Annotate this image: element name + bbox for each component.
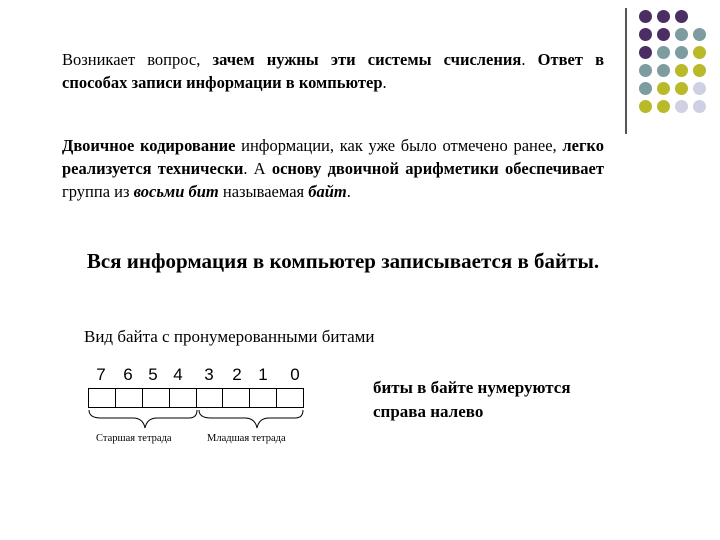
nibble-braces bbox=[85, 408, 310, 436]
decor-dot bbox=[693, 64, 706, 77]
intro-paragraph bbox=[62, 48, 604, 94]
intro-text-5: . bbox=[382, 73, 387, 92]
decor-dot bbox=[675, 46, 688, 59]
bit-number-3: 3 bbox=[204, 365, 214, 384]
binary-text-10: . bbox=[346, 182, 351, 201]
decor-dot bbox=[657, 64, 670, 77]
binary-text-4: . А bbox=[243, 159, 272, 178]
bit-number-1: 1 bbox=[258, 365, 268, 384]
decorative-divider bbox=[625, 8, 627, 134]
binary-text-5: основу двоичной арифметики обеспечивает bbox=[271, 159, 604, 178]
lower-nibble-brace bbox=[199, 410, 303, 428]
bit-cell bbox=[250, 389, 277, 407]
binary-text-6: группа из bbox=[62, 182, 134, 201]
decor-dot bbox=[657, 82, 670, 95]
headline: Вся информация в компьютер записывается в байты. bbox=[86, 249, 600, 273]
binary-text-2: информации, как уже было отмечено ранее, bbox=[235, 136, 563, 155]
byte-cells bbox=[88, 388, 304, 408]
intro-text-4: Ответ в способах записи информации в компьютер bbox=[62, 50, 604, 92]
bit-number-7: 7 bbox=[96, 365, 106, 384]
decor-dot bbox=[657, 10, 670, 23]
decor-dot bbox=[657, 100, 670, 113]
decor-dot bbox=[675, 82, 688, 95]
decor-dot bbox=[675, 64, 688, 77]
bit-number-0: 0 bbox=[290, 365, 300, 384]
byte-caption: Вид байта с пронумерованными битами bbox=[84, 327, 375, 346]
bit-order-note-line1: биты в байте нумеруются bbox=[373, 378, 571, 397]
decor-dot bbox=[675, 28, 688, 41]
decor-dot bbox=[693, 100, 706, 113]
decor-dot bbox=[657, 46, 670, 59]
bit-cell bbox=[223, 389, 250, 407]
binary-text-7: восьми бит bbox=[133, 182, 219, 201]
decor-dot bbox=[639, 28, 652, 41]
decor-dot bbox=[639, 64, 652, 77]
bit-cell bbox=[170, 389, 197, 407]
decor-dot bbox=[657, 28, 670, 41]
upper-nibble-label: Старшая тетрада bbox=[96, 433, 172, 444]
bit-cell bbox=[197, 389, 224, 407]
bit-cell bbox=[116, 389, 143, 407]
upper-nibble-brace bbox=[89, 410, 197, 428]
intro-text-3: . bbox=[521, 50, 538, 69]
bit-number-5: 5 bbox=[148, 365, 158, 384]
bit-number-2: 2 bbox=[232, 365, 242, 384]
binary-text-3: легко реализуется технически bbox=[62, 136, 604, 178]
decor-dot bbox=[639, 100, 652, 113]
bit-cell bbox=[143, 389, 170, 407]
bit-number-6: 6 bbox=[123, 365, 133, 384]
decor-dot bbox=[693, 28, 706, 41]
decor-dot bbox=[639, 82, 652, 95]
decor-dot bbox=[675, 10, 688, 23]
decor-dot bbox=[693, 46, 706, 59]
decor-dot bbox=[639, 10, 652, 23]
binary-text-8: называемая bbox=[218, 182, 309, 201]
binary-text-1: Двоичное кодирование bbox=[62, 136, 236, 155]
bit-cell bbox=[89, 389, 116, 407]
decor-dot bbox=[675, 100, 688, 113]
binary-text-9: байт bbox=[308, 182, 347, 201]
bit-order-note-line2: справа налево bbox=[373, 402, 484, 421]
binary-coding-paragraph bbox=[62, 134, 604, 203]
bit-order-note bbox=[373, 376, 571, 424]
intro-text-1: Возникает вопрос, bbox=[62, 50, 213, 69]
decor-dot bbox=[639, 46, 652, 59]
bit-cell bbox=[277, 389, 303, 407]
intro-text-2: зачем нужны эти системы счисления bbox=[212, 50, 522, 69]
bit-number-4: 4 bbox=[173, 365, 183, 384]
decor-dot bbox=[693, 82, 706, 95]
lower-nibble-label: Младшая тетрада bbox=[207, 433, 286, 444]
